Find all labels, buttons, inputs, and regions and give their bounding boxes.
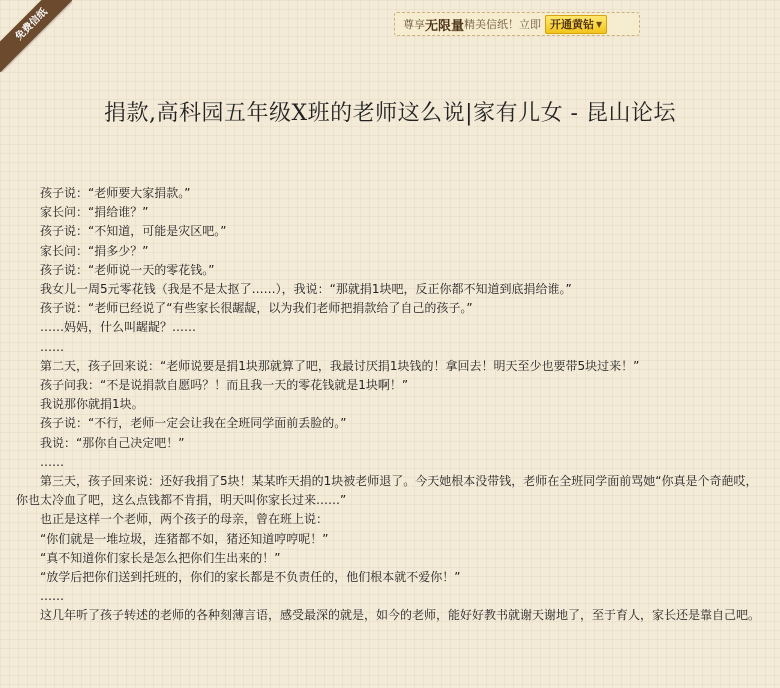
paragraph: …… bbox=[40, 454, 64, 469]
promo-suffix: 精美信纸！立即 bbox=[464, 18, 542, 31]
paragraph: 第二天，孩子回来说：“老师说要是捐1块那就算了吧，我最讨厌捐1块钱的！拿回去！明天至少也要带5块过来！” bbox=[40, 358, 640, 373]
letter-body bbox=[16, 184, 768, 626]
paragraph: 家长问：“捐给谁？” bbox=[40, 205, 149, 220]
promo-prefix: 尊享 bbox=[403, 18, 425, 31]
paragraph: 孩子说：“老师说一天的零花钱。” bbox=[40, 262, 215, 277]
paragraph: 孩子说：“不行，老师一定会让我在全班同学面前丢脸的。” bbox=[40, 416, 347, 431]
paragraph: 第三天，孩子回来说：还好我捐了5块！某某昨天捐的1块被老师退了。今天她根本没带钱，老师在全班同学面前骂她“你真是个奇葩哎，你也太冷血了吧，这么点钱都不肯捐，明天叫你家长过来……” bbox=[16, 474, 758, 508]
paragraph: …… bbox=[40, 589, 64, 604]
paragraph: 孩子问我：“不是说捐款自愿吗？！而且我一天的零花钱就是1块啊！” bbox=[40, 378, 409, 393]
promo-bar bbox=[394, 12, 640, 36]
paragraph: 这几年听了孩子转述的老师的各种刻薄言语，感受最深的就是，如今的老师，能好好教书就谢天谢地了，至于育人，家长还是靠自己吧。 bbox=[40, 608, 761, 623]
chevron-down-icon: ▼ bbox=[596, 19, 603, 29]
open-yellow-diamond-label: 开通黄钻 bbox=[550, 17, 595, 31]
paragraph: “放学后把你们送到托班的，你们的家长都是不负责任的，他们根本就不爱你！” bbox=[40, 570, 461, 585]
paragraph: 孩子说：“老师要大家捐款。” bbox=[40, 186, 191, 200]
paragraph: 我说：“那你自己决定吧！” bbox=[40, 435, 185, 450]
paragraph: 孩子说：“老师已经说了“有些家长很龌龊，以为我们老师把捐款给了自己的孩子。” bbox=[40, 301, 473, 316]
free-stationery-badge[interactable]: 免费信纸 bbox=[0, 0, 72, 72]
paragraph: “真不知道你们家长是怎么把你们生出来的！” bbox=[40, 550, 281, 565]
promo-highlight: 无限量 bbox=[425, 18, 465, 34]
open-yellow-diamond-button[interactable] bbox=[545, 15, 607, 34]
paragraph: …… bbox=[40, 339, 64, 354]
page-title: 捐款,高科园五年级X班的老师这么说|家有儿女 - 昆山论坛 bbox=[104, 101, 676, 126]
paragraph: 家长问：“捐多少？” bbox=[40, 243, 149, 258]
paragraph: 也正是这样一个老师，两个孩子的母亲，曾在班上说： bbox=[40, 512, 329, 527]
paragraph: 孩子说：“不知道，可能是灾区吧。” bbox=[40, 224, 227, 239]
paragraph: ……妈妈，什么叫龌龊？…… bbox=[40, 320, 197, 335]
paragraph: 我女儿一周5元零花钱（我是不是太抠了……），我说：“那就捐1块吧，反正你都不知道到底捐给谁。” bbox=[40, 282, 572, 297]
free-stationery-corner[interactable] bbox=[0, 0, 72, 72]
paragraph: “你们就是一堆垃圾，连猪都不如，猪还知道哼哼呢！” bbox=[40, 531, 329, 546]
paragraph: 我说那你就捐1块。 bbox=[40, 397, 144, 412]
